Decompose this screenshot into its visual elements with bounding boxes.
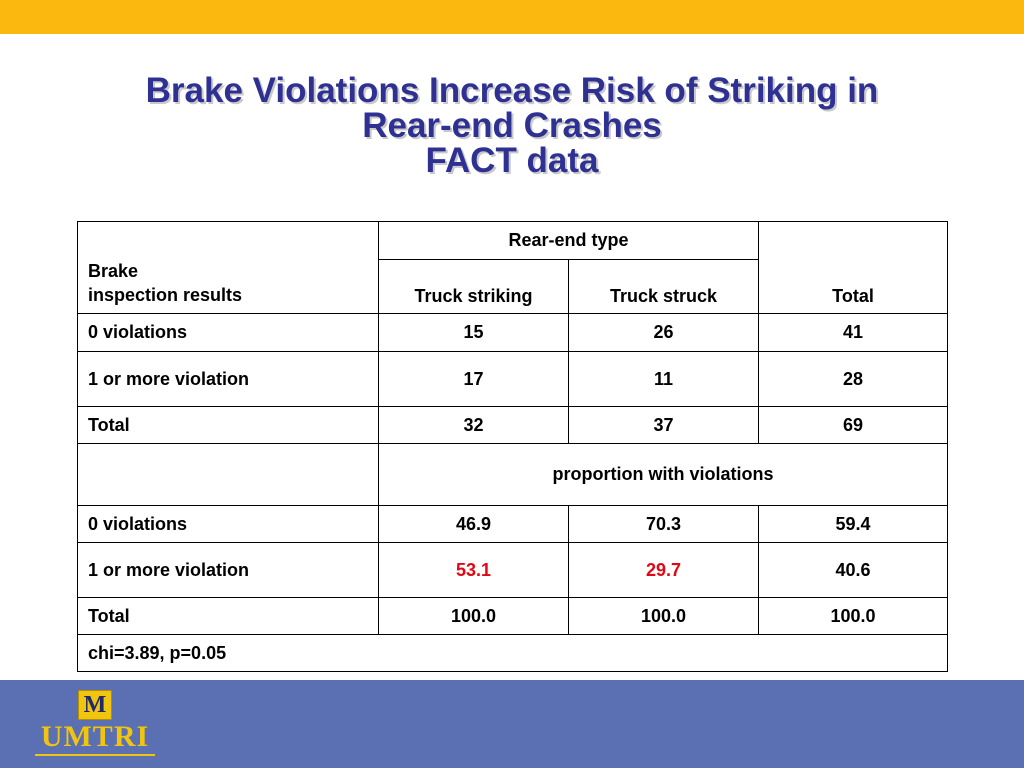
cell-value-highlighted: 29.7	[569, 543, 759, 598]
row-label: Total	[78, 598, 379, 635]
cell-value: 37	[569, 407, 759, 444]
cell-value: 26	[569, 314, 759, 352]
cell-value: 17	[379, 352, 569, 407]
cell-value: 11	[569, 352, 759, 407]
col-header-truck-striking: Truck striking	[379, 260, 569, 314]
row-label: Total	[78, 407, 379, 444]
table-row	[78, 352, 948, 407]
proportion-header: proportion with violations	[379, 444, 948, 506]
row-label: 0 violations	[78, 314, 379, 352]
cell-value: 100.0	[759, 598, 948, 635]
title-line-1: Brake Violations Increase Risk of Striking in	[145, 71, 879, 110]
row-label: 1 or more violation	[78, 352, 379, 407]
table-row	[78, 598, 948, 635]
table-row	[78, 543, 948, 598]
col-header-total: Total	[759, 222, 948, 314]
row-label-header-line-2: inspection results	[88, 285, 243, 305]
cell-value: 59.4	[759, 506, 948, 543]
cell-value: 28	[759, 352, 948, 407]
cell-value-highlighted: 53.1	[379, 543, 569, 598]
footnote: chi=3.89, p=0.05	[78, 635, 948, 672]
top-accent-bar	[0, 0, 1024, 34]
cell-value: 46.9	[379, 506, 569, 543]
table-row	[78, 506, 948, 543]
row-label-header-line-1: Brake	[88, 261, 139, 281]
row-label: 1 or more violation	[78, 543, 379, 598]
block-m-icon: M	[78, 690, 112, 720]
cell-value: 69	[759, 407, 948, 444]
row-label: 0 violations	[78, 506, 379, 543]
violations-table	[77, 221, 948, 672]
empty-cell	[78, 444, 379, 506]
logo-wordmark: UMTRI	[35, 720, 155, 756]
cell-value: 32	[379, 407, 569, 444]
slide-title	[0, 73, 1024, 178]
cell-value: 15	[379, 314, 569, 352]
col-header-truck-struck: Truck struck	[569, 260, 759, 314]
title-line-2: Rear-end Crashes	[362, 106, 662, 145]
proportion-header-row	[78, 444, 948, 506]
umtri-logo	[35, 690, 155, 756]
title-line-3: FACT data	[425, 141, 599, 180]
cell-value: 100.0	[379, 598, 569, 635]
cell-value: 100.0	[569, 598, 759, 635]
group-header: Rear-end type	[379, 222, 759, 260]
cell-value: 70.3	[569, 506, 759, 543]
table-row	[78, 314, 948, 352]
header-row-1	[78, 222, 948, 260]
cell-value: 40.6	[759, 543, 948, 598]
cell-value: 41	[759, 314, 948, 352]
table-row	[78, 407, 948, 444]
footnote-row	[78, 635, 948, 672]
row-label-header	[78, 222, 379, 314]
